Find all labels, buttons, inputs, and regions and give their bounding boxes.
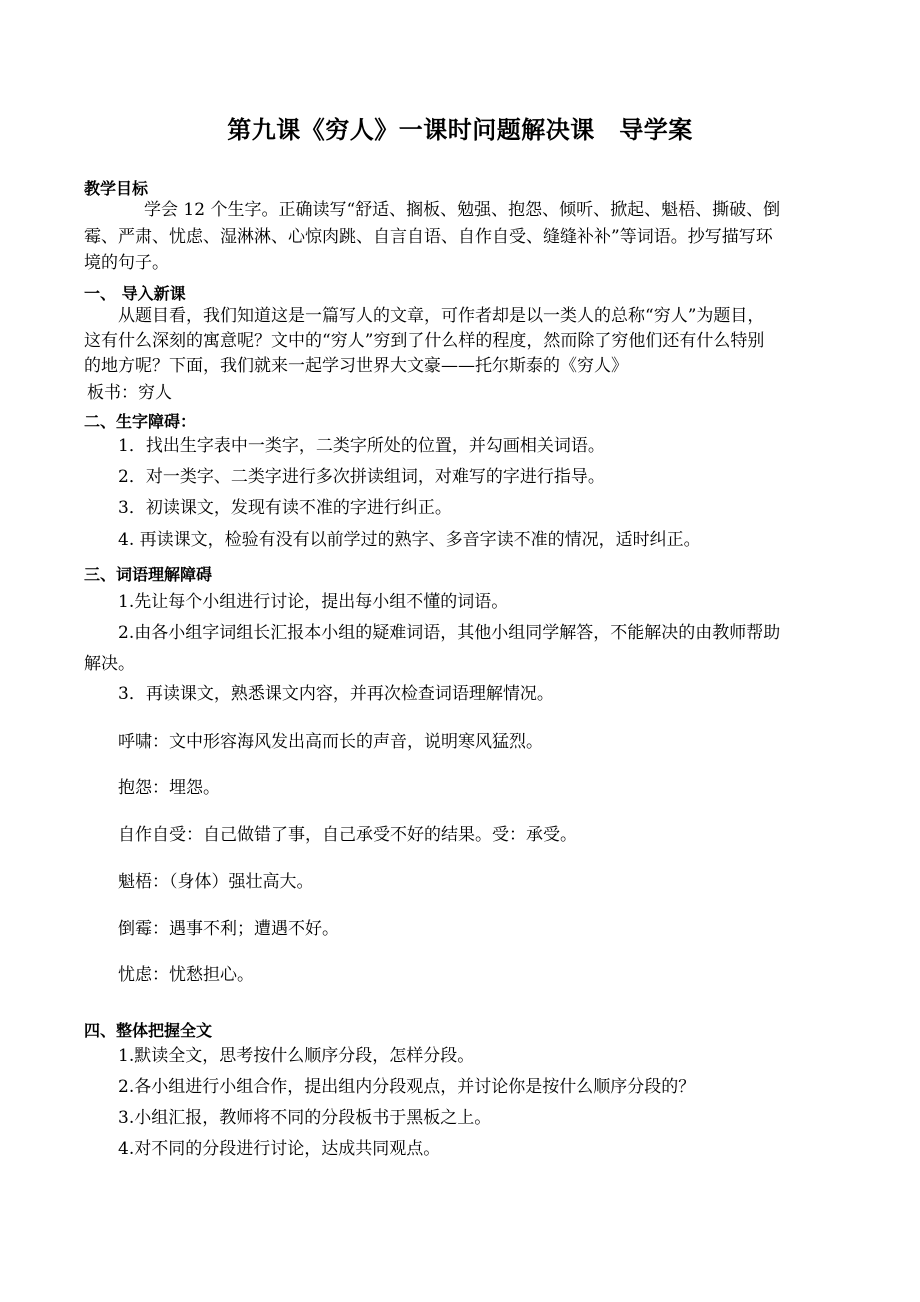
goals-line: 学会 12 个生字。正确读写“舒适、搁板、勉强、抱怨、倾听、掀起、魁梧、撕破、倒 — [144, 200, 781, 220]
section4-item: 1.默读全文，思考按什么顺序分段，怎样分段。 — [118, 1046, 475, 1066]
section2-heading: 二、生字障碍： — [84, 412, 197, 431]
section2-item: 1．找出生字表中一类字，二类字所处的位置，并勾画相关词语。 — [118, 436, 605, 456]
section2-item: 3．初读课文，发现有读不准的字进行纠正。 — [118, 498, 452, 518]
section3-item: 解决。 — [84, 654, 135, 674]
section2-item: 4. 再读课文，检验有没有以前学过的熟字、多音字读不准的情况，适时纠正。 — [118, 530, 701, 550]
section4-item: 4.对不同的分段进行讨论，达成共同观点。 — [118, 1139, 441, 1159]
section4-item: 2.各小组进行小组合作，提出组内分段观点，并讨论你是按什么顺序分段的？ — [118, 1077, 696, 1097]
vocab-entry: 魁梧：（身体）强壮高大。 — [118, 872, 314, 892]
section3-item: 1.先让每个小组进行讨论，提出每小组不懂的词语。 — [118, 592, 509, 612]
vocab-entry: 忧虑：忧愁担心。 — [118, 965, 254, 985]
section2-item: 2．对一类字、二类字进行多次拼读组词，对难写的字进行指导。 — [118, 467, 605, 487]
section1-line: 从题目看，我们知道这是一篇写人的文章，可作者却是以一类人的总称“穷人”为题目， — [118, 306, 765, 326]
vocab-entry: 自作自受：自己做错了事，自己承受不好的结果。受：承受。 — [118, 825, 577, 845]
section1-line: 的地方呢？下面，我们就来一起学习世界大文豪——托尔斯泰的《穷人》 — [84, 356, 628, 376]
section4-heading: 四、整体把握全文 — [84, 1021, 213, 1040]
page-title: 第九课《穷人》一课时问题解决课 导学案 — [227, 116, 693, 144]
board-note: 板书：穷人 — [87, 383, 172, 403]
vocab-entry: 呼啸：文中形容海风发出高而长的声音，说明寒风猛烈。 — [118, 732, 543, 752]
section1-line: 这有什么深刻的寓意呢？文中的“穷人”穷到了什么样的程度，然而除了穷他们还有什么特别 — [84, 331, 765, 351]
section3-item: 3．再读课文，熟悉课文内容，并再次检查词语理解情况。 — [118, 684, 554, 704]
section4-item: 3.小组汇报，教师将不同的分段板书于黑板之上。 — [118, 1108, 492, 1128]
section3-heading: 三、词语理解障碍 — [84, 565, 213, 584]
goals-heading: 教学目标 — [84, 179, 149, 198]
goals-line: 境的句子。 — [84, 253, 169, 273]
vocab-entry: 抱怨：埋怨。 — [118, 778, 220, 798]
section3-item: 2.由各小组字词组长汇报本小组的疑难词语，其他小组同学解答，不能解决的由教师帮助 — [118, 623, 781, 643]
goals-line: 霉、严肃、忧虑、湿淋淋、心惊肉跳、自言自语、自作自受、缝缝补补”等词语。抄写描写环 — [84, 227, 773, 247]
vocab-entry: 倒霉：遇事不利；遭遇不好。 — [118, 919, 339, 939]
section1-heading: 一、 导入新课 — [84, 284, 186, 303]
